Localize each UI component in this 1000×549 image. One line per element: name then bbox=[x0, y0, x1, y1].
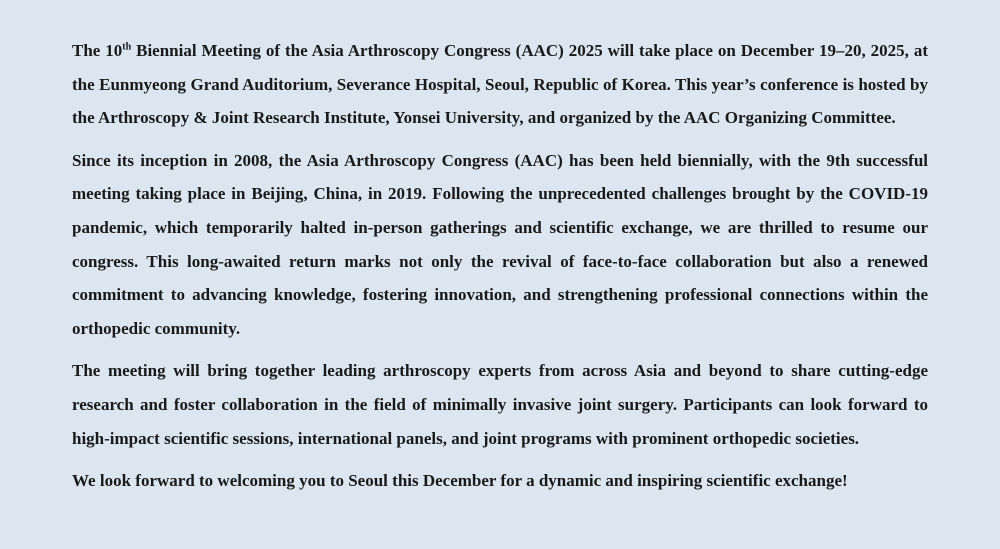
history-paragraph: Since its inception in 2008, the Asia Arthroscopy Congress (AAC) has been held biennially, with the 9th successful meeting taking place in Beijing, China, in 2019. Following the unprecedented challenges brought by the COVID-19 pandemic, which temporarily halted in-person gatherings and scientific exchange, we are thrilled to resume our congress. This long-awaited return marks not only the revival of face-to-face collaboration but also a renewed commitment to advancing knowledge, fostering innovation, and strengthening professional connections within the orthopedic community. bbox=[72, 150, 928, 338]
intro-rest-text: Biennial Meeting of the Asia Arthroscopy Congress (AAC) 2025 will take place on December 19–20, 2025, at the Eunmyeong Grand Auditorium, Severance Hospital, Seoul, Republic of Korea. This year’s conference is hosted by the Arthroscopy & Joint Research Institute, Yonsei University, and organized by the AAC Organizing Committee. bbox=[72, 41, 929, 128]
meeting-overview-paragraph: The meeting will bring together leading arthroscopy experts from across Asia and beyond to share cutting-edge research and foster collaboration in the field of minimally invasive joint surgery. Participants can look forward to high-impact scientific sessions, international panels, and joint programs with prominent orthopedic societies. bbox=[72, 361, 928, 448]
intro-paragraph bbox=[72, 34, 928, 135]
ordinal-superscript: th bbox=[122, 41, 132, 53]
welcome-paragraph: We look forward to welcoming you to Seoul this December for a dynamic and inspiring scientific exchange! bbox=[72, 471, 848, 491]
intro-lead-text: The 10 bbox=[72, 41, 123, 60]
